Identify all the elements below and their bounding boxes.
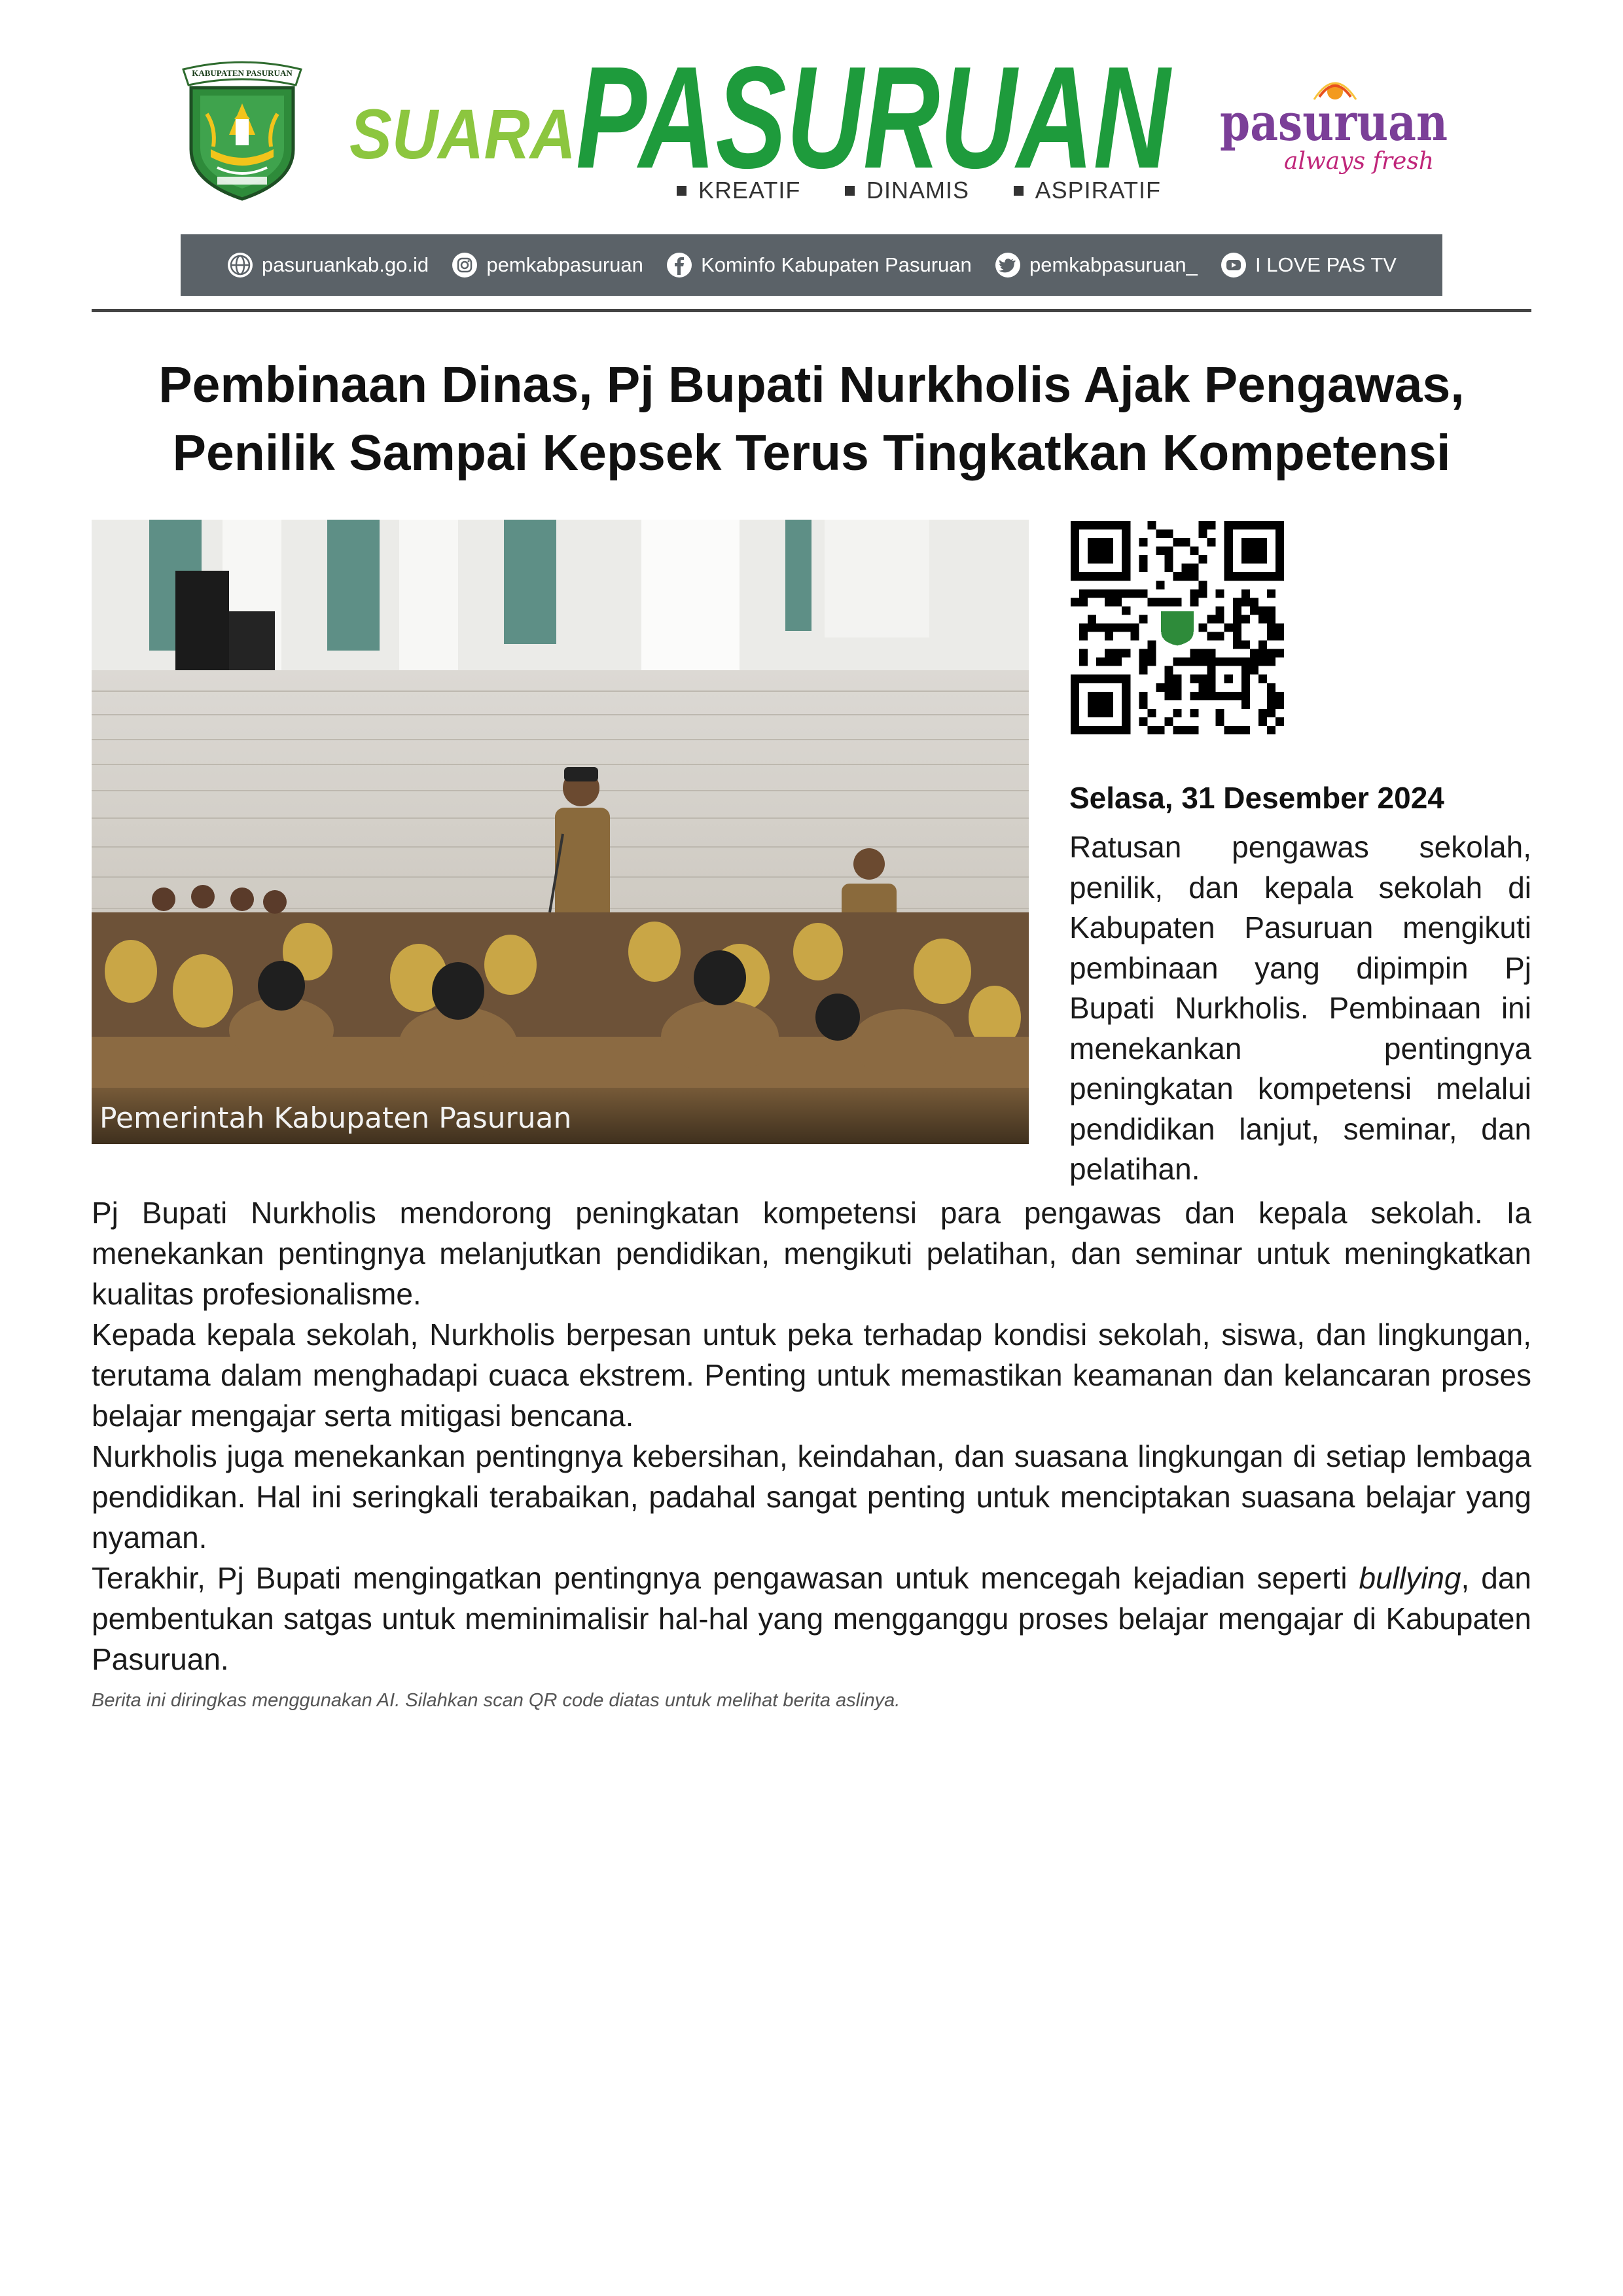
body-paragraph: Terakhir, Pj Bupati mengingatkan pentingnya pengawasan untuk mencegah kejadian seperti bullying, dan pembentukan satgas untuk meminimalisir hal-hal yang mengganggu proses belajar mengajar di Kabupaten Pasuruan. (92, 1561, 1532, 1676)
headline-line-2: Penilik Sampai Kepsek Terus Tingkatkan Kompetensi (172, 425, 1451, 481)
logo-script: always fresh (1284, 148, 1435, 175)
brand-prefix: SUARA (349, 94, 576, 171)
globe-icon (226, 251, 254, 279)
article-photo (92, 520, 1029, 1144)
brand-pasuruan-wordmark (573, 51, 1175, 175)
header-divider (92, 309, 1531, 312)
square-bullet-icon (677, 186, 687, 196)
social-label: pemkabpasuruan_ (1029, 253, 1198, 276)
social-label: Kominfo Kabupaten Pasuruan (701, 253, 972, 276)
photo-credit-caption (92, 1088, 1029, 1144)
photo-credit-text: Pemerintah Kabupaten Pasuruan (99, 1102, 572, 1135)
social-website[interactable] (226, 251, 429, 279)
ai-summary-footnote: Berita ini diringkas menggunakan AI. Silahkan scan QR code diatas untuk melihat berita aslinya. (92, 1690, 901, 1711)
article-body (92, 1193, 1531, 1679)
body-paragraph: Nurkholis juga menekankan pentingnya kebersihan, keindahan, dan suasana lingkungan di setiap lembaga pendidikan. Hal ini seringkali terabaikan, padahal sangat penting untuk menciptakan suasana belajar yang nyaman. (92, 1439, 1531, 1554)
social-label: pasuruankab.go.id (262, 253, 429, 276)
crest-text: KABUPATEN PASURUAN (192, 68, 293, 78)
facebook-icon (666, 251, 693, 279)
social-twitter[interactable] (994, 251, 1198, 279)
social-media-bar (181, 234, 1442, 296)
instagram-icon (451, 251, 478, 279)
brand-suara-wordmark (348, 93, 579, 171)
qr-center-crest-icon (1161, 611, 1194, 645)
tagline-item: ASPIRATIF (1014, 177, 1161, 204)
pasuruan-always-fresh-logo (1219, 77, 1450, 175)
social-label: I LOVE PAS TV (1255, 253, 1397, 276)
square-bullet-icon (1014, 186, 1024, 196)
body-paragraph: Kepada kepala sekolah, Nurkholis berpesan untuk peka terhadap kondisi sekolah, siswa, dan lingkungan, terutama dalam menghadapi cuaca ekstrem. Penting untuk memastikan keamanan dan kelancaran proses belajar mengajar serta mitigasi bencana. (92, 1318, 1531, 1433)
logo-word: pasuruan (1220, 93, 1448, 152)
social-label: pemkabpasuruan (486, 253, 643, 276)
tagline-item: KREATIF (677, 177, 800, 204)
kabupaten-pasuruan-crest-logo (178, 51, 306, 203)
ceremony-photo-illustration (92, 520, 1029, 1144)
headline-line-1: Pembinaan Dinas, Pj Bupati Nurkholis Ajak Pengawas, (158, 357, 1465, 413)
article-date: Selasa, 31 Desember 2024 (1069, 781, 1444, 815)
youtube-icon (1220, 251, 1247, 279)
social-facebook[interactable] (666, 251, 972, 279)
italic-term: bullying (1359, 1561, 1461, 1595)
qr-code[interactable] (1071, 521, 1284, 734)
brand-main: PASURUAN (576, 51, 1173, 175)
social-youtube[interactable] (1220, 251, 1397, 279)
tagline-item: DINAMIS (845, 177, 969, 204)
article-headline (92, 351, 1531, 487)
body-paragraph: Pj Bupati Nurkholis mendorong peningkatan kompetensi para pengawas dan kepala sekolah. Ia menekankan pentingnya melanjutkan pendidikan, mengikuti pelatihan, dan seminar untuk meningkatkan kualitas profesionalisme. (92, 1196, 1531, 1311)
square-bullet-icon (845, 186, 855, 196)
brand-tagline (677, 175, 1161, 206)
twitter-icon (994, 251, 1022, 279)
social-instagram[interactable] (451, 251, 643, 279)
article-lead: Ratusan pengawas sekolah, penilik, dan kepala sekolah di Kabupaten Pasuruan mengikuti pembinaan yang dipimpin Pj Bupati Nurkholis. Pembinaan ini menekankan pentingnya peningkatan kompetensi melalui pendidikan lanjut, seminar, dan pelatihan. (1069, 830, 1531, 1186)
